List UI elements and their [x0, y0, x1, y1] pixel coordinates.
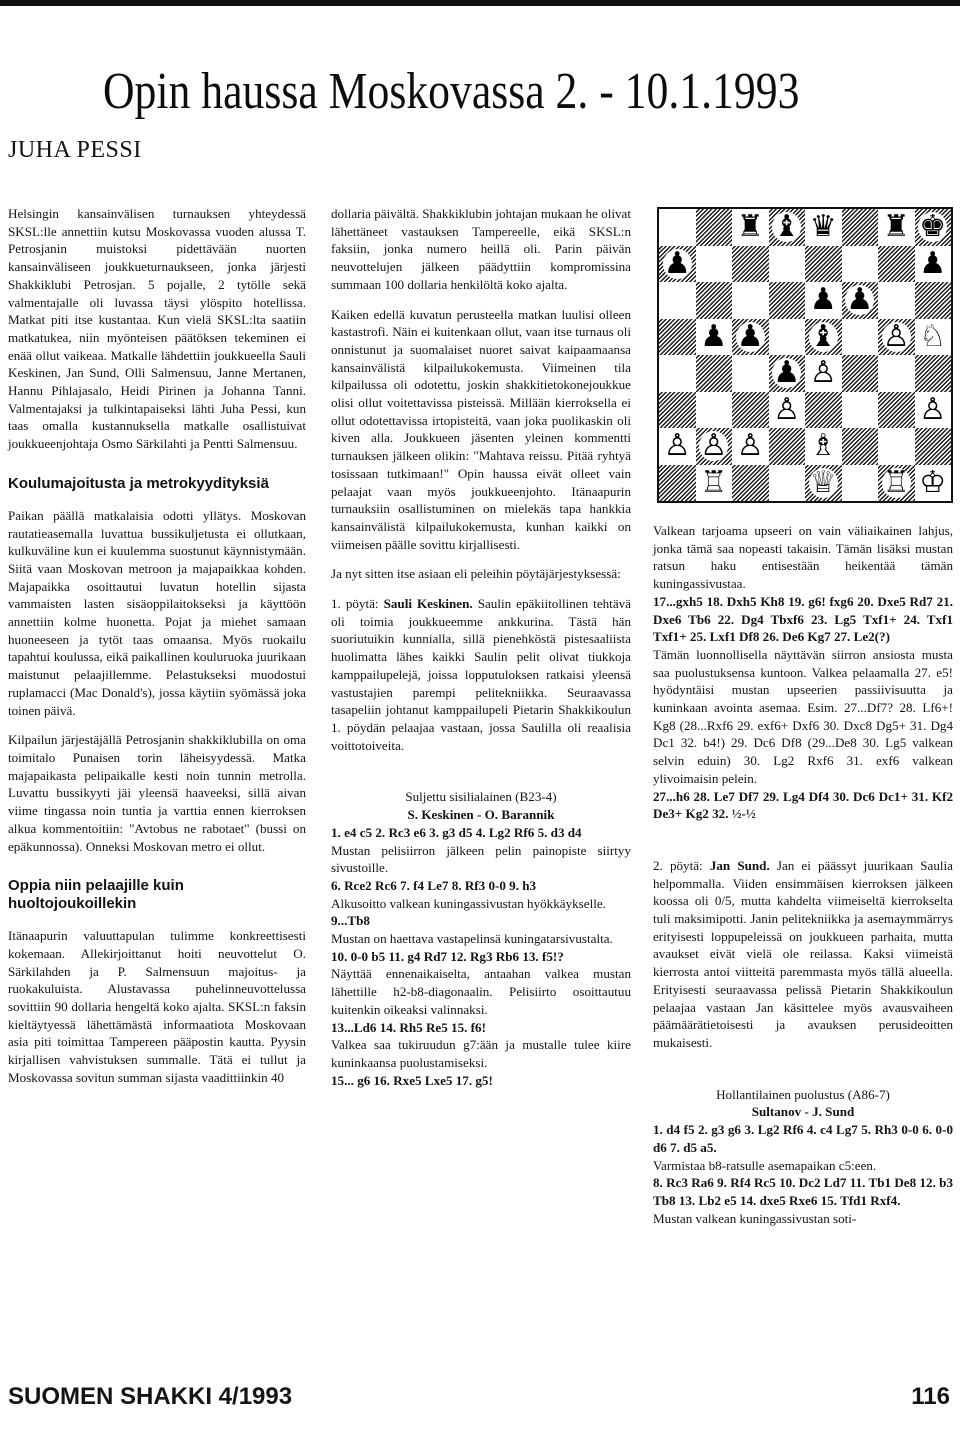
square-b1 — [696, 465, 733, 502]
chess-piece-icon: ♙ — [663, 428, 691, 464]
chess-piece-icon: ♟ — [919, 245, 947, 281]
square-c1 — [732, 465, 769, 502]
square-g7 — [878, 246, 915, 283]
square-f2 — [842, 428, 879, 465]
chess-piece-icon: ♙ — [919, 391, 947, 427]
chess-piece-icon: ♙ — [700, 428, 728, 464]
chess-piece-icon: ♟ — [700, 318, 728, 354]
square-d4 — [769, 355, 806, 392]
column-2 — [331, 205, 631, 1089]
moves: 15... g6 16. Rxe5 Lxe5 17. g5! — [331, 1072, 493, 1088]
chess-diagram — [657, 207, 953, 503]
moves: 1. d4 f5 2. g3 g6 3. Lg2 Rf6 4. c4 Lg7 5. Rh3 0-0 6. 0-0 d6 7. d5 a5. — [653, 1122, 953, 1155]
annotation: Tämän luonnollisella näyttävän siirron ansiosta musta saa puolustuksensa kuntoon. Valkea pelaamalla 27. e5! hyödyntäisi mustan upseerien passiivisuutta ja kuninkaan avointa asemaa. Esim. 27...Df7? 28. Lf6+! Kg8 (28...Rxf6 29. exf6+ Dxf6 30. Dxc8 Dg5+ 31. Dg4 Dc1 32. b4!) 29. Dc6 Df8 (29...De8 30. Lg5 valkean selvin eduin) 30. Lg2 Rxf6 31. exf6 valkean ylivoimaisin pelein. — [653, 646, 953, 786]
chess-piece-icon: ♝ — [809, 318, 837, 354]
section-heading: Koulumajoitusta ja metrokyydityksiä — [8, 474, 269, 492]
page-number: 116 — [911, 1383, 950, 1410]
square-b5 — [696, 319, 733, 356]
moves: 6. Rce2 Rc6 7. f4 Le7 8. Rf3 0-0 9. h3 — [331, 877, 537, 893]
square-f7 — [842, 246, 879, 283]
moves: 13...Ld6 14. Rh5 Re5 15. f6! — [331, 1019, 486, 1035]
paragraph-text: Saulin epäkiitollinen tehtävä oli toimia joukkueemme ankkurina. Tästä hän suoriutuikin kunnialla, sillä pienehköstä pistesaaliista huolimatta lähes kaikki Saulin pelit olivat tiukkoja kamppailupelejä, joissa lopputuloksen ratkaisi yleensä vastustajien parempi pelitekniikka. Seuraavassa tasapeliin johtanut kamppailupeli Pietarin Shakkikoulun 1. pöydän pelaajaa vastaan, jossa Saulilla oli reaalisia voittotoiveita. — [331, 596, 631, 753]
square-h3 — [915, 392, 952, 429]
square-c2 — [732, 428, 769, 465]
magazine-name: SUOMEN SHAKKI 4/1993 — [8, 1383, 293, 1410]
square-a5 — [659, 319, 696, 356]
square-e4 — [805, 355, 842, 392]
paragraph: Valkean tarjoama upseeri on vain väliaikainen lahjus, jonka tämä saa nopeasti takaisin. Tämän lisäksi mustan ratsun haku entisestään heikentää tämän kuningassivustaa. — [653, 523, 953, 592]
annotation: Valkea saa tukiruudun g7:ään ja mustalle tulee kiire kuninkaansa puolustamiseksi. — [331, 1037, 631, 1070]
annotation: Mustan valkean kuningassivustan soti- — [653, 1210, 857, 1226]
square-h4 — [915, 355, 952, 392]
moves: 10. 0-0 b5 11. g4 Rd7 12. Rg3 Rb6 13. f5!? — [331, 948, 564, 964]
chess-piece-icon: ♔ — [919, 464, 947, 500]
chess-piece-icon: ♙ — [736, 428, 764, 464]
square-h6 — [915, 282, 952, 319]
square-f5 — [842, 319, 879, 356]
square-b4 — [696, 355, 733, 392]
chess-piece-icon: ♟ — [773, 355, 801, 391]
annotation: Mustan pelisiirron jälkeen pelin painopiste siirtyy sivustoille. — [331, 842, 631, 876]
square-a2 — [659, 428, 696, 465]
square-e2 — [805, 428, 842, 465]
moves: 8. Rc3 Ra6 9. Rf4 Rc5 10. Dc2 Ld7 11. Tb1 De8 12. b3 Tb8 13. Lb2 e5 14. dxe5 Rxe6 15. Tfd1 Rxf4. — [653, 1175, 953, 1208]
article-title: Opin haussa Moskovassa 2. - 10.1.1993 — [103, 63, 800, 120]
top-rule — [0, 0, 960, 6]
square-c4 — [732, 355, 769, 392]
square-f6 — [842, 282, 879, 319]
square-a8 — [659, 209, 696, 246]
annotation: Alkusoitto valkean kuningassivustan hyökkäykselle. — [331, 895, 606, 911]
chess-piece-icon: ♜ — [882, 209, 910, 245]
game-players: Sultanov - J. Sund — [751, 1104, 855, 1120]
square-e5 — [805, 319, 842, 356]
square-d2 — [769, 428, 806, 465]
chess-piece-icon: ♝ — [773, 209, 801, 245]
chess-piece-icon: ♙ — [773, 391, 801, 427]
section-heading: Oppia niin pelaajille kuin huoltojoukoillekin — [8, 877, 184, 913]
chess-piece-icon: ♟ — [736, 318, 764, 354]
moves: 17...gxh5 18. Dxh5 Kh8 19. g6! fxg6 20. Dxe5 Rd7 21. Dxe6 Tb6 22. Dg4 Tbxf6 23. Lg5 Txf1+ 24. Txf1 Txf1+ 25. Lxf1 Df8 26. De6 Kg7 27. Le2(?) — [653, 593, 953, 645]
square-d8 — [769, 209, 806, 246]
square-g6 — [878, 282, 915, 319]
column-3 — [653, 522, 953, 1227]
square-e3 — [805, 392, 842, 429]
square-f8 — [842, 209, 879, 246]
chess-piece-icon: ♕ — [809, 464, 837, 500]
square-a4 — [659, 355, 696, 392]
annotation: Varmistaa b8-ratsulle asemapaikan c5:een. — [653, 1157, 877, 1173]
annotation: Näyttää ennenaikaiselta, antaahan valkea mustan lähettille h2-b8-diagonaalin. Pelisiirto osoittautuu kuitenkin oikeaksi valinnaksi. — [331, 966, 631, 1017]
chess-piece-icon: ♟ — [809, 282, 837, 318]
square-g8 — [878, 209, 915, 246]
square-d5 — [769, 319, 806, 356]
square-f1 — [842, 465, 879, 502]
annotation: Mustan on haettava vastapelinsä kuningatarsivustalta. — [331, 931, 613, 947]
moves: 1. e4 c5 2. Rc3 e6 3. g3 d5 4. Lg2 Rf6 5. d3 d4 — [331, 824, 582, 840]
square-d3 — [769, 392, 806, 429]
square-f4 — [842, 355, 879, 392]
square-c7 — [732, 246, 769, 283]
chess-piece-icon: ♖ — [700, 464, 728, 500]
square-h1 — [915, 465, 952, 502]
chess-piece-icon: ♙ — [882, 318, 910, 354]
moves: 27...h6 28. Le7 Df7 29. Lg4 Df4 30. Dc6 Dc1+ 31. Kf2 De3+ Kg2 32. ½-½ — [653, 788, 953, 822]
square-h7 — [915, 246, 952, 283]
paragraph: Kaiken edellä kuvatun perusteella matkan luulisi olleen kastastrofi. Näin ei kuitenkaan ollut, vaan itse turnaus oli onnistunut ja suomalaiset nuoret saivat kaipaamaansa kansainvälistä kilpailukokemusta. Viimeinen tila kilpailussa oli odotettu, joskin shakkitietokonejoukkue olisi ollut voitettavissa pisteissä. Millään kierroksella ei ollut odotettavissa irtopisteitä, vaan joka puolikaskin oli kiven alla. Joukkueen jäsenten yleinen kommentti turnauksen jälkeen olikin: "Mahtava reissu. Pitää ryhtyä tosissaan tutkimaan!" Opin haussa eivät olleet vain pelaajat vaan myös joukkueenjohto. Itänaapurin turnauksiin osallistuminen on mielekäs tapa hankkia kansainvälistä kilpailukokemusta, kunhan kaikki on viimeisen päälle sovittu kirjallisesti. — [331, 306, 631, 552]
square-h8 — [915, 209, 952, 246]
chess-piece-icon: ♗ — [809, 428, 837, 464]
paragraph: dollaria päivältä. Shakkiklubin johtajan mukaan he olivat lähettäneet vastauksen Tampereelle, eikä SKSL:n faksiin, jonka numero heillä oli. Parin päivän neuvottelujen jälkeen päädyttiin kompromissina summaan 100 dollaria henkilöltä koko ajalta. — [331, 206, 631, 292]
board-label: 1. pöytä: — [331, 596, 384, 612]
square-a1 — [659, 465, 696, 502]
square-b3 — [696, 392, 733, 429]
square-a3 — [659, 392, 696, 429]
square-b7 — [696, 246, 733, 283]
square-c6 — [732, 282, 769, 319]
game-players: S. Keskinen - O. Barannik — [407, 807, 555, 823]
square-e7 — [805, 246, 842, 283]
square-c3 — [732, 392, 769, 429]
column-1 — [8, 205, 306, 1099]
chess-piece-icon: ♖ — [882, 464, 910, 500]
chess-piece-icon: ♘ — [919, 318, 947, 354]
square-d1 — [769, 465, 806, 502]
board-label: 2. pöytä: — [653, 857, 710, 873]
paragraph: Itänaapurin valuuttapulan tulimme konkreettisesti kokemaan. Allekirjoittanut hoiti neuvottelut O. Särkilahden ja P. Salmensuun majoitus- ja ruokakuluista. Alustavassa puhelinneuvottelussa sovittiin 90 dollaria hengeltä koko ajalta. SKSL:n faksin kieltäytyessä lähettämästä informaatiota Moskovaan asia piti toimittaa Tampereen pääpostin kautta. Pyysin kirjallisen vahvistuksen summalle. Tätä ei tullut ja Moskovassa sovitun summan sijasta vaadittiinkin 40 — [8, 928, 306, 1085]
chess-piece-icon: ♚ — [919, 209, 947, 245]
player-name: Sauli Keskinen. — [383, 596, 473, 612]
game-opening: Suljettu sisilialainen (B23-4) — [405, 789, 557, 805]
square-e6 — [805, 282, 842, 319]
square-a7 — [659, 246, 696, 283]
moves: 9...Tb8 — [331, 913, 370, 929]
author-name: JUHA PESSI — [8, 137, 142, 163]
game-opening: Hollantilainen puolustus (A86-7) — [716, 1086, 890, 1102]
square-h2 — [915, 428, 952, 465]
square-d7 — [769, 246, 806, 283]
square-b2 — [696, 428, 733, 465]
paragraph: Ja nyt sitten itse asiaan eli peleihin pöytäjärjestyksessä: — [331, 566, 621, 582]
player-name: Jan Sund. — [709, 857, 770, 873]
paragraph — [331, 595, 631, 754]
square-h5 — [915, 319, 952, 356]
square-g4 — [878, 355, 915, 392]
square-g1 — [878, 465, 915, 502]
chess-piece-icon: ♟ — [846, 282, 874, 318]
square-b8 — [696, 209, 733, 246]
square-g2 — [878, 428, 915, 465]
square-c8 — [732, 209, 769, 246]
chess-piece-icon: ♛ — [809, 209, 837, 245]
paragraph: Kilpailun järjestäjällä Petrosjanin shakkiklubilla on oma toimitalo Punaisen torin läheisyydessä. Matka majapaikasta pelipaikalle kesti noin tunnin metrolla. Luvattu bussikyyti jäi yleensä haaveeksi, sillä aivan viime tingassa noin tuntia ja varttia ennen kierroksen alkua kommentoitiin: "Avtobus ne rabotaet" (bussi on epäkunnossa). Onneksi Moskovan metro ei ollut. — [8, 732, 306, 854]
square-c5 — [732, 319, 769, 356]
square-b6 — [696, 282, 733, 319]
square-e8 — [805, 209, 842, 246]
square-a6 — [659, 282, 696, 319]
square-d6 — [769, 282, 806, 319]
square-g5 — [878, 319, 915, 356]
chess-piece-icon: ♙ — [809, 355, 837, 391]
square-e1 — [805, 465, 842, 502]
chess-piece-icon: ♟ — [663, 245, 691, 281]
paragraph-text: Jan ei päässyt juurikaan Saulia helpommalla. Viiden ensimmäisen kierroksen jälkeen koossa oli 0/5, mutta kahdelta viimeiseltä kierrokselta tuli maksimipotti. Janin pelitekniikka ja asemaymmärrys erityisesti loppupeleissä on joukkueen parhaita, mutta avaukset eivät vielä ole reilassa. Kaksi viimeistä kierrosta antoi viitteitä paremmasta myös tällä alueella. Erityisesti seuraavassa pelissä Pietarin Shakkikoulun pelaajaa vastaan Jan käsittelee myös avausvaiheen päämäärätietoisesti ja avauksen perusideoitten mukaisesti. — [653, 857, 953, 1050]
square-g3 — [878, 392, 915, 429]
paragraph: Paikan päällä matkalaisia odotti yllätys. Moskovan rautatieasemalla luvattua bussikuljetusta ei ollutkaan, kulkuväline kun ei kuulemma suostunut käynnistymään. Siitä vaan Moskovan metroon ja majapaikkaa kohden. Majapaikka osoittautui luvatun hotellin sijasta vammaisten lasten sisäoppilaitokseksi ja käyttöön annettiin kolme huonetta. Pojat ja miehet samaan huoneeseen ja tytöt taas omaansa. Myös ruokailu tapahtui koulussa, eikä paikallinen kouluruoka juurikaan maistunut pelaajillemme. Pelastukseksi muodostui ruplamacci (Mac Donald's), jossa käytiin syömässä joka toinen päivä. — [8, 507, 306, 718]
paragraph: Helsingin kansainvälisen turnauksen yhteydessä SKSL:lle annettiin kutsu Moskovassa vuoden alussa T. Petrosjanin muistoksi pidettävään nuorten kansainväliseen joukkueturnaukseen, jonka järjesti Shakkiklubi Petrosjan. 5 pojalle, 2 tytölle sekä valmentajalle oli luvassa täysi ylöspito hotellissa. Matkat piti itse kustantaa. Kun vielä SKSL:lta saatiin matkatukea, niin myönteisen päätöksen tekeminen ei enää ollut vaikeaa. Matkalle lähdettiin joukkueella Sauli Keskinen, Jan Sund, Olli Salmensuu, Janne Mertanen, Hannu Pihlajasalo, Heidi Pirinen ja Johanna Tanni. Valmentajaksi ja tulkintapaiseksi lähti Juha Pessi, kun taas omalla kustannuksella matkalle osallistuivat joukkueenjohtaja Osmo Särkilahti ja Pentti Salmensuu. — [8, 206, 306, 452]
chess-piece-icon: ♜ — [736, 209, 764, 245]
square-f3 — [842, 392, 879, 429]
